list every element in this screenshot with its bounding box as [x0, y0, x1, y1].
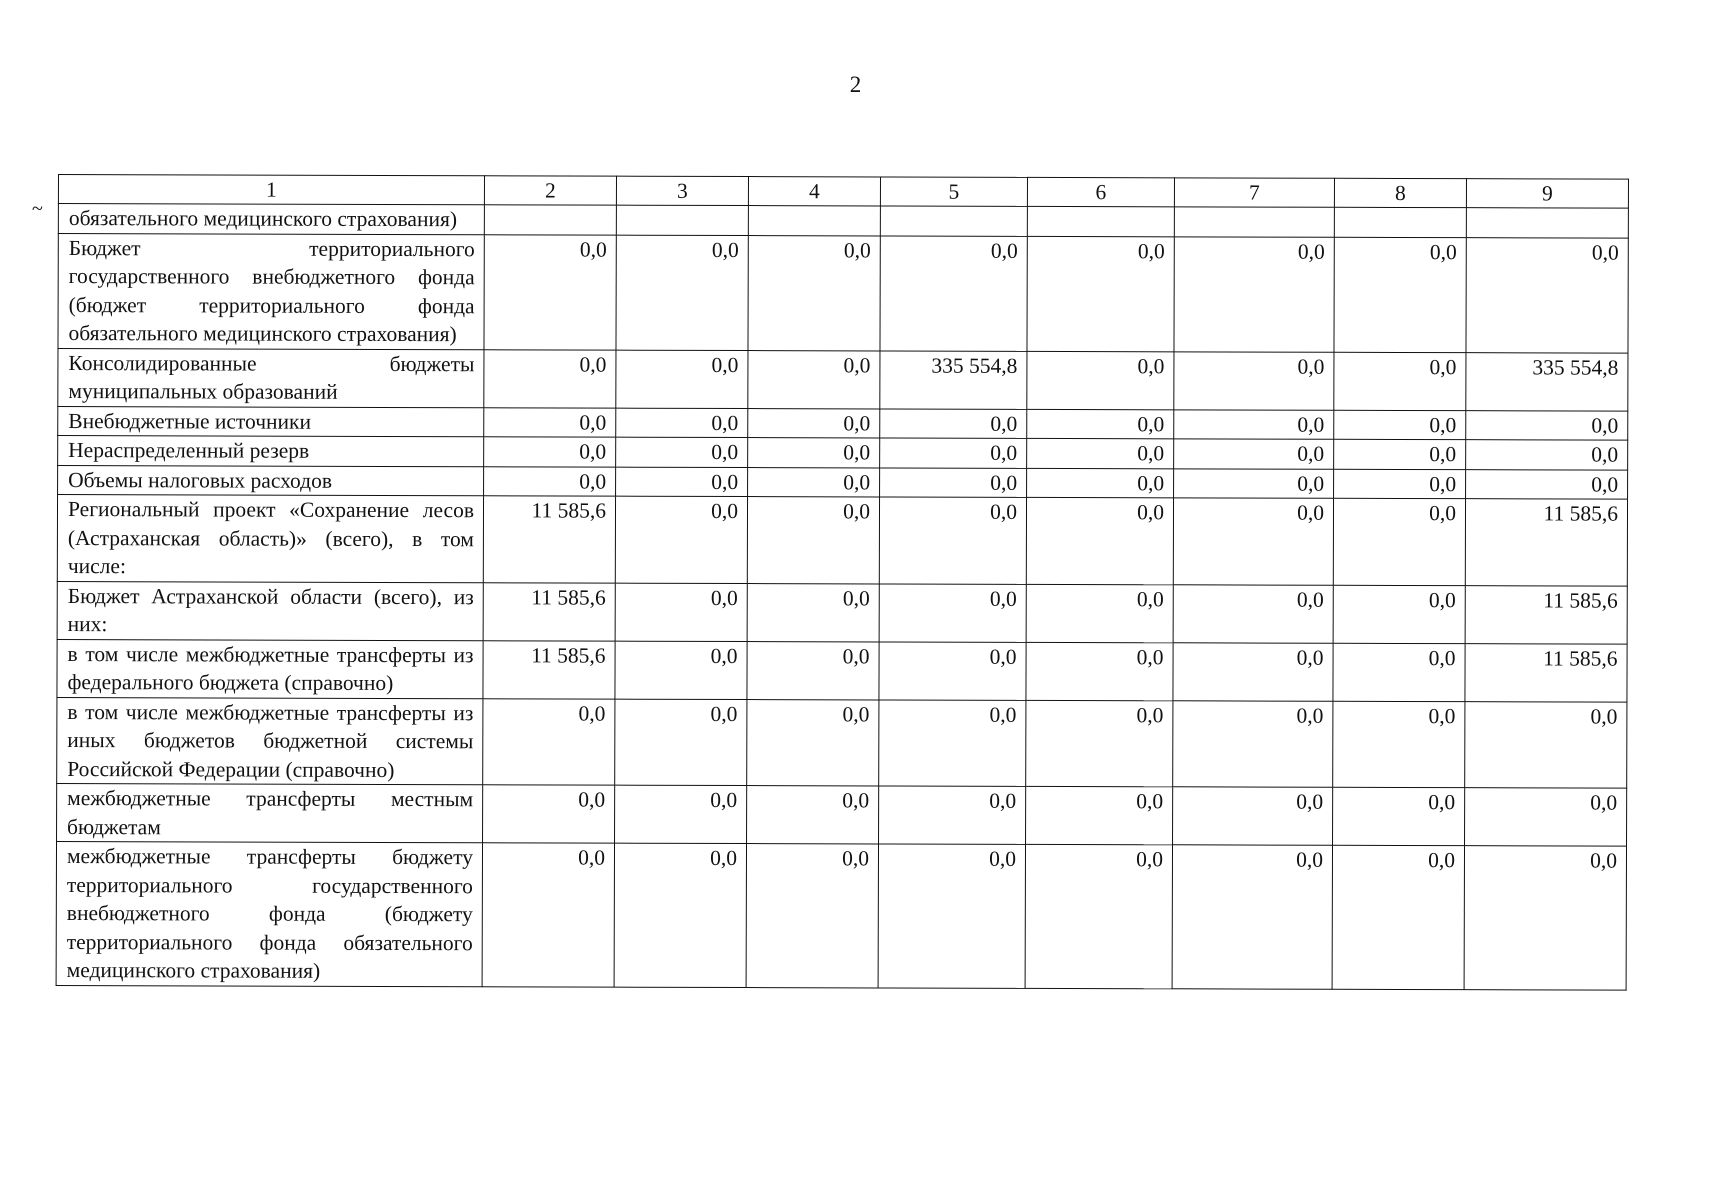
- margin-mark: ~: [32, 198, 43, 220]
- cell-value: 0,0: [747, 497, 879, 584]
- cell-value: 0,0: [1173, 700, 1333, 787]
- cell-value: 0,0: [880, 408, 1027, 438]
- cell-value: 0,0: [616, 408, 748, 438]
- table-row: [58, 348, 1628, 411]
- cell-value: 0,0: [747, 641, 879, 699]
- cell-value: 0,0: [615, 785, 747, 843]
- cell-value: 0,0: [880, 467, 1027, 497]
- cell-value: 0,0: [747, 786, 879, 844]
- cell-value: 0,0: [616, 350, 748, 408]
- cell-value: 0,0: [1173, 642, 1333, 700]
- cell-value: 0,0: [879, 699, 1026, 786]
- cell-value: 0,0: [747, 583, 879, 641]
- cell-value: 0,0: [1334, 410, 1466, 440]
- cell-value: 0,0: [880, 235, 1027, 350]
- table-row: [58, 406, 1628, 440]
- cell-value: 0,0: [1027, 409, 1174, 439]
- row-label: межбюджетные трансферты местным бюджетам: [57, 783, 483, 842]
- cell-value: 0,0: [878, 844, 1025, 988]
- row-label: Бюджет территориального государственного внебюджетного фонда (бюджет территориального фонда обязательного медицинского страхования): [58, 233, 484, 349]
- cell-value: 0,0: [1334, 469, 1466, 499]
- table-row: [57, 639, 1627, 702]
- cell-value: 0,0: [748, 350, 880, 408]
- column-header-3: 3: [616, 176, 748, 205]
- cell-value: 11 585,6: [483, 582, 615, 640]
- cell-value: 0,0: [1174, 236, 1334, 351]
- cell-value: 0,0: [484, 234, 616, 349]
- row-label: Региональный проект «Сохранение лесов (Астраханская область)» (всего), в том числе:: [57, 495, 483, 583]
- cell-value: 0,0: [879, 641, 1026, 699]
- cell-value: 0,0: [1334, 439, 1466, 469]
- cell-value: 0,0: [748, 408, 880, 438]
- cell-value: 0,0: [484, 437, 616, 467]
- cell-value: 0,0: [484, 349, 616, 407]
- table-container: [56, 174, 1628, 990]
- cell-value: 0,0: [484, 407, 616, 437]
- cell-value: [1334, 207, 1466, 237]
- cell-value: 0,0: [1174, 351, 1334, 409]
- cell-value: 0,0: [1027, 438, 1174, 468]
- cell-value: 0,0: [1466, 237, 1628, 352]
- table-row: [58, 465, 1628, 499]
- table-row: [58, 436, 1628, 470]
- cell-value: 0,0: [880, 438, 1027, 468]
- cell-value: 0,0: [1174, 409, 1334, 439]
- cell-value: [748, 206, 880, 236]
- cell-value: 0,0: [483, 785, 615, 843]
- cell-value: 0,0: [1465, 788, 1627, 846]
- cell-value: [1174, 207, 1334, 237]
- cell-value: 0,0: [1026, 584, 1173, 642]
- column-header-5: 5: [880, 177, 1027, 206]
- cell-value: 0,0: [1174, 468, 1334, 498]
- column-header-8: 8: [1334, 178, 1466, 207]
- cell-value: 0,0: [1026, 786, 1173, 844]
- column-header-1: 1: [58, 175, 484, 205]
- page-number: 2: [849, 72, 862, 97]
- cell-value: 335 554,8: [1466, 352, 1628, 410]
- cell-value: 0,0: [482, 843, 614, 987]
- cell-value: 11 585,6: [1465, 643, 1627, 701]
- cell-value: 335 554,8: [880, 350, 1027, 408]
- cell-value: 0,0: [1026, 497, 1173, 584]
- cell-value: 0,0: [879, 786, 1026, 844]
- table-row: [57, 581, 1627, 644]
- cell-value: 0,0: [1173, 584, 1333, 642]
- cell-value: 0,0: [1466, 469, 1628, 499]
- cell-value: [484, 205, 616, 235]
- table-row: [57, 697, 1627, 788]
- cell-value: [1466, 208, 1628, 238]
- cell-value: 0,0: [616, 467, 748, 497]
- column-header-4: 4: [748, 177, 880, 206]
- cell-value: 0,0: [1027, 468, 1174, 498]
- cell-value: 0,0: [1466, 440, 1628, 470]
- cell-value: 0,0: [1026, 700, 1173, 787]
- cell-value: 0,0: [747, 699, 879, 786]
- row-label: Бюджет Астраханской области (всего), из них:: [57, 581, 483, 640]
- row-label: Нераспределенный резерв: [58, 436, 484, 467]
- cell-value: 0,0: [1025, 844, 1172, 988]
- cell-value: 0,0: [748, 438, 880, 468]
- cell-value: 0,0: [1026, 642, 1173, 700]
- cell-value: 0,0: [1464, 846, 1626, 990]
- row-label: в том числе межбюджетные трансферты из иных бюджетов бюджетной системы Российской Федерации (справочно): [57, 697, 483, 785]
- cell-value: 0,0: [1334, 237, 1466, 352]
- cell-value: 0,0: [615, 641, 747, 699]
- cell-value: 0,0: [615, 699, 747, 786]
- cell-value: 0,0: [484, 466, 616, 496]
- header-row: [58, 175, 1628, 209]
- cell-value: 11 585,6: [1465, 585, 1627, 643]
- row-label: Консолидированные бюджеты муниципальных образований: [58, 348, 484, 407]
- cell-value: 0,0: [746, 844, 878, 988]
- cell-value: 0,0: [1333, 787, 1465, 845]
- table-row: [56, 841, 1626, 989]
- cell-value: [1027, 206, 1174, 236]
- row-label: обязательного медицинского страхования): [58, 204, 484, 235]
- cell-value: 0,0: [1174, 439, 1334, 469]
- cell-value: 0,0: [1333, 701, 1465, 788]
- cell-value: 0,0: [748, 467, 880, 497]
- cell-value: 0,0: [615, 583, 747, 641]
- column-header-7: 7: [1174, 178, 1334, 207]
- cell-value: 0,0: [483, 698, 615, 785]
- cell-value: 0,0: [614, 843, 746, 987]
- cell-value: [616, 205, 748, 235]
- row-label: межбюджетные трансферты бюджету территориального государственного внебюджетного фонда (бюджету территориального фонда обязательного медицинского страхования): [56, 841, 482, 986]
- row-label: Объемы налоговых расходов: [58, 465, 484, 496]
- cell-value: 0,0: [1172, 845, 1332, 989]
- cell-value: 0,0: [1333, 498, 1465, 585]
- cell-value: 0,0: [1333, 643, 1465, 701]
- cell-value: 11 585,6: [483, 496, 615, 583]
- table-row: [58, 233, 1628, 353]
- column-header-6: 6: [1027, 177, 1174, 206]
- column-header-2: 2: [484, 176, 616, 205]
- cell-value: 0,0: [879, 497, 1026, 584]
- cell-value: 0,0: [615, 496, 747, 583]
- budget-table: [56, 174, 1629, 990]
- table-row: [57, 783, 1627, 846]
- cell-value: 11 585,6: [483, 640, 615, 698]
- cell-value: 0,0: [1334, 352, 1466, 410]
- cell-value: [880, 206, 1027, 236]
- table-row: [58, 204, 1628, 238]
- column-header-9: 9: [1466, 179, 1628, 208]
- cell-value: 0,0: [748, 235, 880, 350]
- cell-value: 0,0: [1027, 351, 1174, 409]
- cell-value: 0,0: [616, 235, 748, 350]
- cell-value: 0,0: [1027, 236, 1174, 351]
- cell-value: 0,0: [616, 437, 748, 467]
- cell-value: 0,0: [1466, 410, 1628, 440]
- cell-value: 0,0: [1173, 787, 1333, 845]
- cell-value: 0,0: [879, 583, 1026, 641]
- cell-value: 0,0: [1332, 845, 1464, 989]
- table-row: [57, 495, 1627, 586]
- cell-value: 0,0: [1173, 498, 1333, 585]
- cell-value: 0,0: [1465, 701, 1627, 788]
- row-label: в том числе межбюджетные трансферты из федерального бюджета (справочно): [57, 639, 483, 698]
- cell-value: 0,0: [1333, 585, 1465, 643]
- row-label: Внебюджетные источники: [58, 406, 484, 437]
- cell-value: 11 585,6: [1465, 499, 1627, 586]
